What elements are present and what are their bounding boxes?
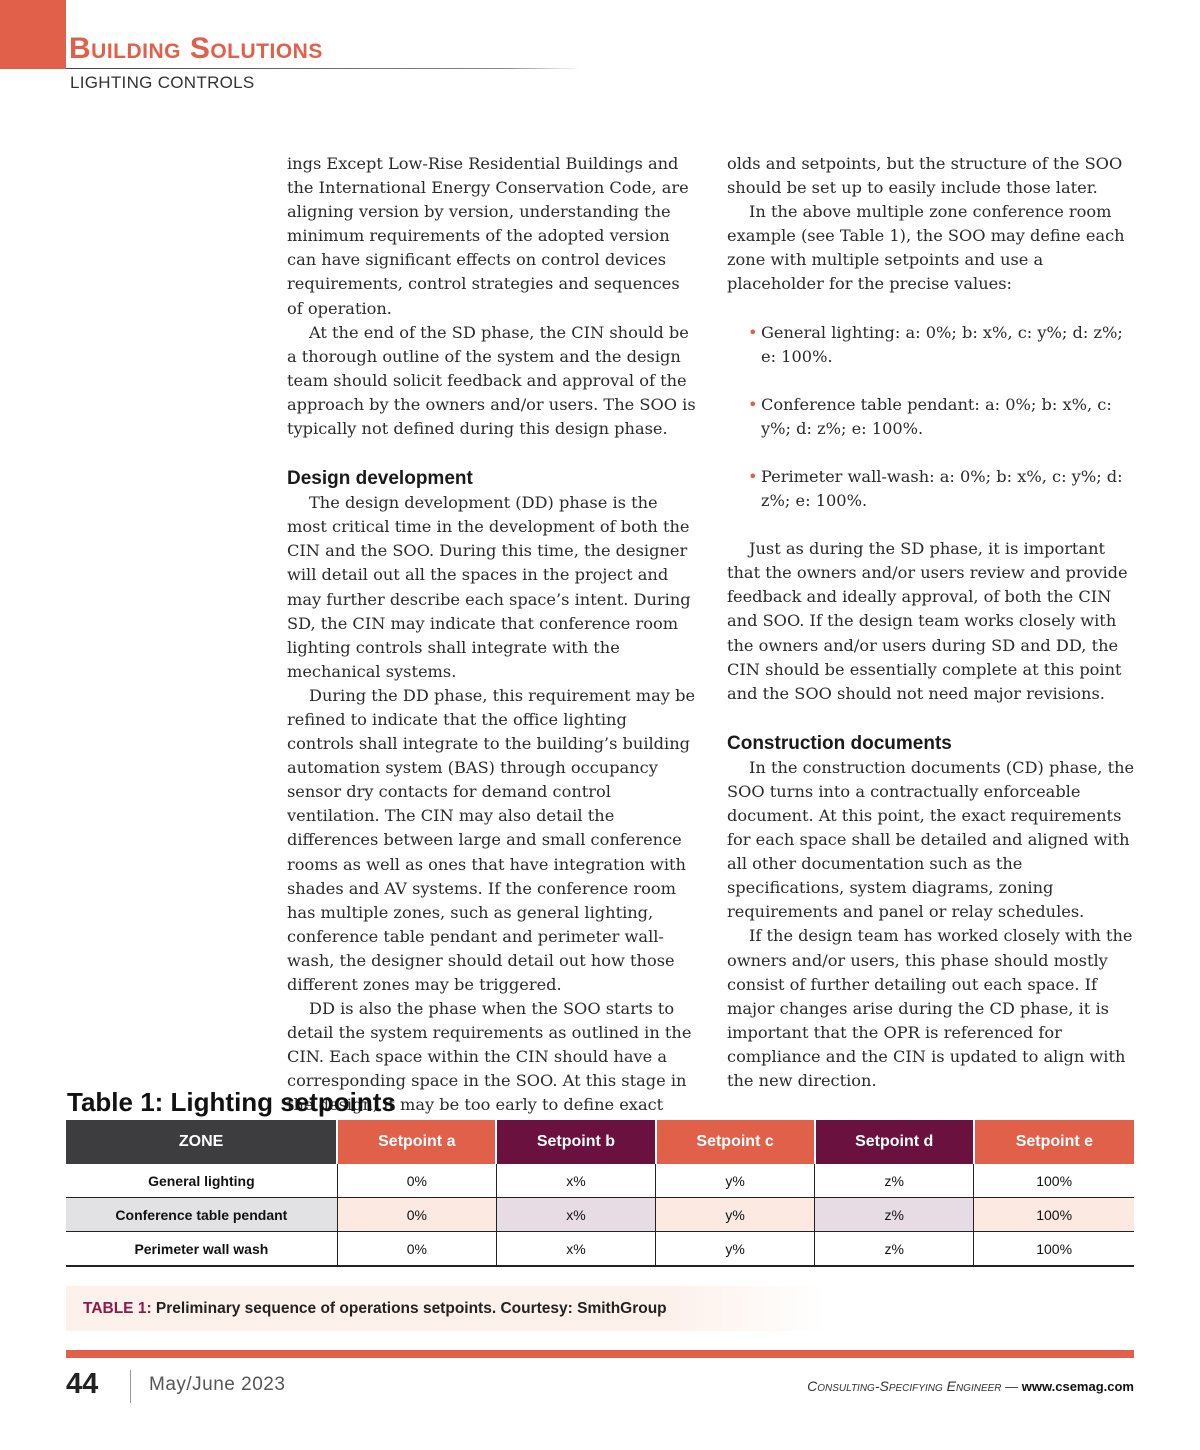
caption-label: TABLE 1: — [83, 1300, 152, 1317]
column-header-setpoint-d: Setpoint d — [815, 1120, 974, 1164]
column-header-setpoint-a: Setpoint a — [337, 1120, 496, 1164]
table-cell: z% — [815, 1198, 974, 1232]
publisher-line — [807, 1376, 1134, 1397]
table-caption — [66, 1286, 826, 1331]
paragraph: In the construction documents (CD) phase, the SOO turns into a contractually enforceable document. At this point, the exact requirements for each space shall be detailed and aligned with all other documentation such as the specifications, system diagrams, zoning requirements and panel or relay schedules. — [727, 757, 1135, 922]
table-cell: y% — [656, 1232, 815, 1267]
section-subtitle: LIGHTING CONTROLS — [70, 73, 255, 92]
list-item-text: Perimeter wall-wash: a: 0%; b: x%, c: y%; d: z%; e: 100%. — [761, 466, 1123, 511]
footer-rule — [66, 1350, 1134, 1358]
bullet-icon: • — [748, 394, 758, 414]
table-title: Table 1: Lighting setpoints — [67, 1087, 396, 1117]
table-cell: x% — [496, 1198, 655, 1232]
setpoint-list — [727, 321, 1137, 514]
section-heading: Design development — [287, 468, 473, 490]
page-number: 44 — [66, 1368, 99, 1400]
issue-date: May/June 2023 — [149, 1374, 286, 1395]
table-cell: 0% — [337, 1232, 496, 1267]
column-header-zone: ZONE — [66, 1120, 337, 1164]
list-item — [727, 465, 1137, 513]
header-accent-tab — [0, 0, 66, 69]
section-title: Building Solutions — [69, 32, 323, 65]
magazine-name: Consulting-Specifying Engineer — [807, 1378, 1002, 1394]
table-cell: y% — [656, 1164, 815, 1198]
table-cell: 0% — [337, 1198, 496, 1232]
table-cell: x% — [496, 1164, 655, 1198]
bullet-icon: • — [748, 466, 758, 486]
table-cell: x% — [496, 1232, 655, 1267]
magazine-url[interactable]: www.csemag.com — [1021, 1379, 1134, 1394]
column-header-setpoint-b: Setpoint b — [496, 1120, 655, 1164]
table-cell-zone: General lighting — [66, 1164, 337, 1198]
list-item-text: Conference table pendant: a: 0%; b: x%, c: y%; d: z%; e: 100%. — [761, 394, 1112, 438]
table-cell: 100% — [974, 1164, 1134, 1198]
list-item — [727, 393, 1137, 441]
table-cell: z% — [815, 1232, 974, 1267]
paragraph: DD is also the phase when the SOO starts to detail the system requirements as outlined in the CIN. Each space within the CIN should have a corresponding space in the SOO. At this stage in the design, it may be too early to define exact — [287, 999, 692, 1115]
paragraph: The design development (DD) phase is the most critical time in the development of both the CIN and the SOO. During this time, the designer will detail out all the spaces in the project and may further describe each space’s intent. During SD, the CIN may indicate that conference room lighting controls shall integrate with the mechanical systems. — [287, 493, 691, 681]
table-cell: z% — [815, 1164, 974, 1198]
setpoints-table — [66, 1120, 1134, 1267]
paragraph: If the design team has worked closely with the owners and/or users, this phase should mostly consist of further detailing out each space. If major changes arise during the CD phase, it is important that the OPR is referenced for compliance and the CIN is updated to align with the new direction. — [727, 926, 1133, 1090]
list-item-text: General lighting: a: 0%; b: x%, c: y%; d: z%; e: 100%. — [761, 322, 1123, 366]
paragraph: olds and setpoints, but the structure of the SOO should be set up to easily include those later. — [727, 154, 1123, 198]
table-header-row — [66, 1120, 1134, 1164]
article-column-left — [287, 152, 697, 1142]
paragraph: Just as during the SD phase, it is important that the owners and/or users review and provide feedback and ideally approval, of both the CIN and SOO. If the design team works closely with the owners and/or users during SD and DD, the CIN should be essentially complete at this point and the SOO should not need major revisions. — [727, 539, 1128, 703]
table-cell: 100% — [974, 1198, 1134, 1232]
footer-divider — [130, 1370, 131, 1403]
paragraph: During the DD phase, this requirement may be refined to indicate that the office lighting controls shall integrate to the building’s building automation system (BAS) through occupancy sensor dry contacts for demand control ventilation. The CIN may also detail the differences between large and small conference rooms as well as ones that have integration with shades and AV systems. If the conference room has multiple zones, such as general lighting, conference table pendant and perimeter wall-wash, the designer should detail out how those different zones may be triggered. — [287, 685, 696, 994]
section-heading: Construction documents — [727, 732, 952, 754]
column-header-setpoint-c: Setpoint c — [656, 1120, 815, 1164]
footer-separator: — — [1001, 1379, 1022, 1394]
paragraph: In the above multiple zone conference room example (see Table 1), the SOO may define each zone with multiple setpoints and use a placeholder for the precise values: — [727, 202, 1125, 294]
table-row — [66, 1232, 1134, 1267]
list-item — [727, 321, 1137, 369]
header-rule — [66, 68, 581, 69]
table-cell-zone: Conference table pendant — [66, 1198, 337, 1232]
table-row — [66, 1198, 1134, 1232]
paragraph: ings Except Low-Rise Residential Buildings and the International Energy Conservation Code, are aligning version by version, understanding the minimum requirements of the adopted version can have significant effects on control devices requirements, control strategies and sequences of operation. — [287, 154, 689, 318]
caption-text: Preliminary sequence of operations setpoints. Courtesy: SmithGroup — [151, 1300, 667, 1317]
bullet-icon: • — [748, 322, 758, 342]
table-cell: y% — [656, 1198, 815, 1232]
table-row — [66, 1164, 1134, 1198]
table-cell: 100% — [974, 1232, 1134, 1267]
paragraph: At the end of the SD phase, the CIN should be a thorough outline of the system and the design team should solicit feedback and approval of the approach by the owners and/or users. The SOO is typically not defined during this design phase. — [287, 322, 696, 439]
column-header-setpoint-e: Setpoint e — [974, 1120, 1134, 1164]
table-cell-zone: Perimeter wall wash — [66, 1232, 337, 1267]
article-column-right — [727, 152, 1137, 1093]
table-cell: 0% — [337, 1164, 496, 1198]
